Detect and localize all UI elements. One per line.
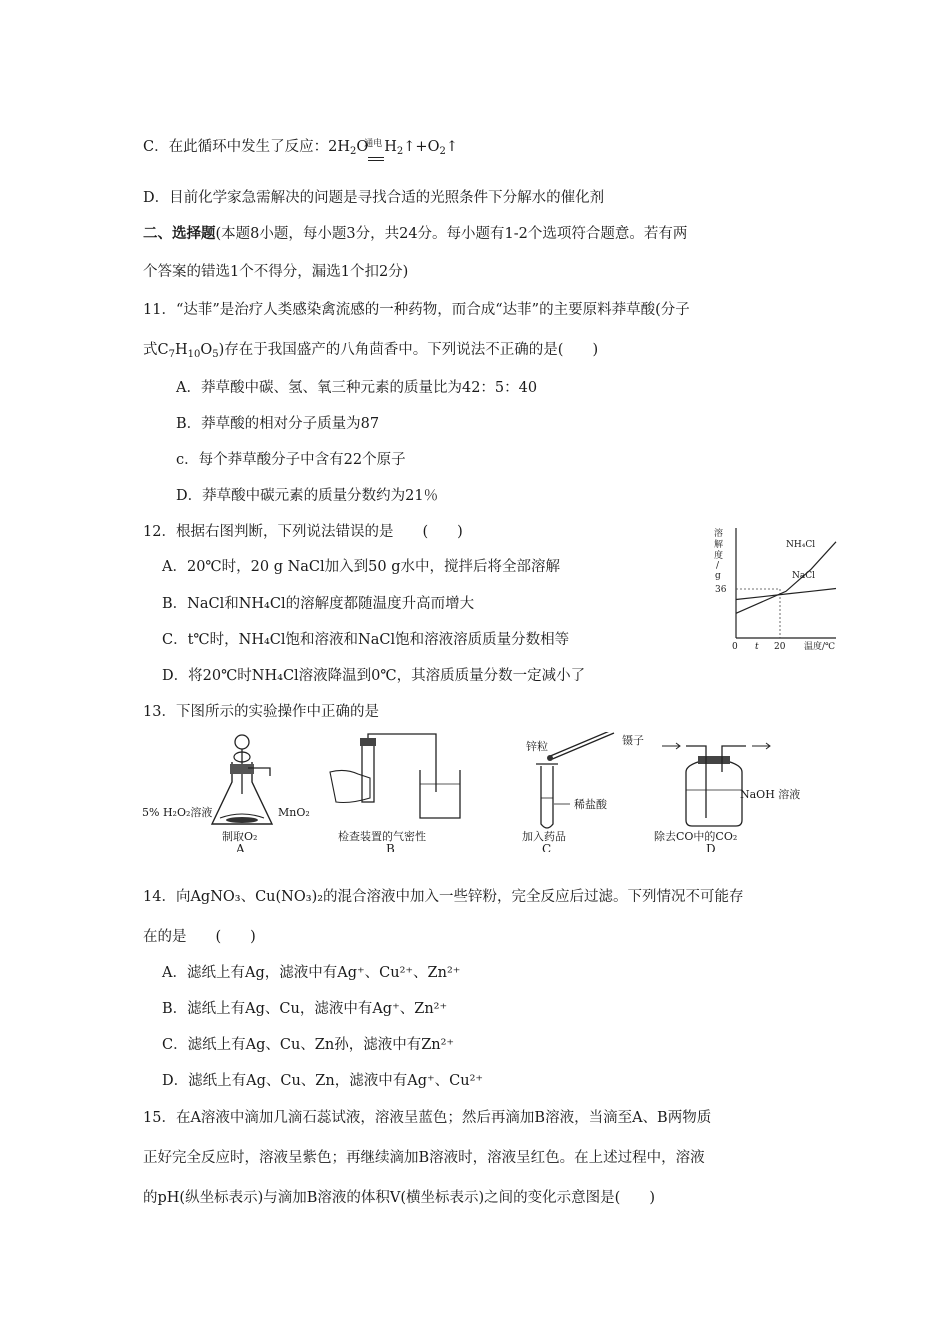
solubility-chart: [708, 520, 858, 655]
q11-option-b: B．莽草酸的相对分子质量为87: [176, 416, 380, 432]
q11-stem: 11．“达菲”是治疗人类感染禽流感的一种药物，而合成“达菲”的主要原料莽草酸(分子: [143, 302, 690, 318]
figure-13: [140, 732, 800, 852]
y-label-5: g: [715, 571, 721, 581]
q15-stem-1: 15．在A溶液中滴加几滴石蕊试液，溶液呈蓝色；然后再滴加B溶液，当滴至A、B两物质: [143, 1110, 712, 1126]
q11-option-d: D．莽草酸中碳元素的质量分数约为21％: [176, 488, 439, 504]
x-tick-0: 0: [732, 642, 738, 652]
x-tick-t: t: [755, 642, 759, 652]
c-letter: C: [542, 842, 552, 852]
q14-option-c: C．滤纸上有Ag、Cu、Zn孙，滤液中有Zn²⁺: [162, 1037, 455, 1053]
c-label-acid: 稀盐酸: [574, 798, 607, 811]
d-letter: D: [706, 842, 716, 852]
q12-option-d: D．将20℃时NH₄Cl溶液降温到0℃，其溶质质量分数一定减小了: [162, 668, 586, 684]
b-caption: 检查装置的气密性: [338, 830, 426, 843]
apparatus-a: [142, 735, 310, 852]
q13-stem: 13．下图所示的实验操作中正确的是: [143, 704, 379, 720]
x-label: 温度/℃: [804, 642, 836, 652]
d-caption: 除去CO中的CO₂: [654, 830, 738, 843]
q12-option-a: A．20℃时，20 g NaCl加入到50 g水中，搅拌后将全部溶解: [162, 559, 560, 575]
y-label-3: 度: [714, 551, 724, 561]
a-catalyst-label: MnO₂: [278, 806, 310, 819]
q14-option-b: B．滤纸上有Ag、Cu，滤液中有Ag⁺、Zn²⁺: [162, 1001, 448, 1017]
y-label-4: /: [716, 561, 720, 571]
section-title: 二、选择题: [143, 225, 216, 242]
q14-option-d: D．滤纸上有Ag、Cu、Zn，滤液中有Ag⁺、Cu²⁺: [162, 1073, 484, 1089]
series-nh4cl-line: [736, 542, 836, 614]
apparatus-d: [654, 743, 800, 852]
y-label-2: 解: [714, 540, 724, 550]
option-c-text: C．在此循环中发生了反应：2H: [143, 139, 350, 155]
q11-option-a: A．莽草酸中碳、氢、氧三种元素的质量比为42：5：40: [176, 380, 538, 396]
a-caption: 制取O₂: [222, 830, 258, 843]
b-letter: B: [386, 842, 395, 852]
c-label-tweezers: 镊子: [622, 734, 644, 747]
option-c-reaction: C．在此循环中发生了反应：$2H_2O$ 通电 $H_2↑+O_2↑$: [143, 137, 458, 162]
y-label-1: 溶: [714, 529, 724, 539]
c-label-zinc: 锌粒: [526, 740, 548, 753]
q15-stem-3: 的pH(纵坐标表示)与滴加B溶液的体积V(横坐标表示)之间的变化示意图是( ): [143, 1190, 655, 1206]
d-label: NaOH 溶液: [740, 788, 800, 801]
y-tick-36: 36: [715, 585, 727, 595]
q11-option-c: c．每个莽草酸分子中含有22个原子: [176, 452, 406, 468]
section-desc: 个答案的错选1个不得分，漏选1个扣2分): [143, 264, 409, 280]
apparatus-c: [522, 732, 644, 852]
x-tick-20: 20: [774, 642, 786, 652]
section-header: 二、选择题(本题8小题，每小题3分，共24分。每小题有1-2个选项符合题意。若有两: [143, 225, 688, 242]
q15-stem-2: 正好完全反应时，溶液呈紫色；再继续滴加B溶液时，溶液呈红色。在上述过程中，溶液: [143, 1150, 705, 1166]
q12-stem: 12．根据右图判断，下列说法错误的是 ( ): [143, 524, 463, 540]
q14-stem: 14．向AgNO₃、Cu(NO₃)₂的混合溶液中加入一些锌粉，完全反应后过滤。下列情况不可能存: [143, 889, 744, 905]
apparatus-b: [330, 734, 460, 852]
q12-option-b: B．NaCl和NH₄Cl的溶解度都随温度升高而增大: [162, 596, 475, 612]
a-reagent-label: 5% H₂O₂溶液: [142, 806, 213, 819]
c-caption: 加入药品: [522, 830, 566, 843]
legend-nacl: NaCl: [792, 571, 816, 581]
condition-label: 通电: [364, 139, 383, 149]
legend-nh4cl: NH₄Cl: [786, 540, 816, 550]
q14-option-a: A．滤纸上有Ag，滤液中有Ag⁺、Cu²⁺、Zn²⁺: [162, 965, 461, 981]
option-d: D．目前化学家急需解决的问题是寻找合适的光照条件下分解水的催化剂: [143, 190, 605, 206]
q11-stem-2: 式$C_7H_{10}O_5$)存在于我国盛产的八角茴香中。下列说法不正确的是( ): [143, 342, 599, 360]
q14-stem-2: 在的是 ( ): [143, 929, 256, 945]
a-letter: A: [236, 842, 245, 852]
series-nacl-line: [736, 589, 836, 600]
q12-option-c: C．t℃时，NH₄Cl饱和溶液和NaCl饱和溶液溶质质量分数相等: [162, 632, 570, 648]
